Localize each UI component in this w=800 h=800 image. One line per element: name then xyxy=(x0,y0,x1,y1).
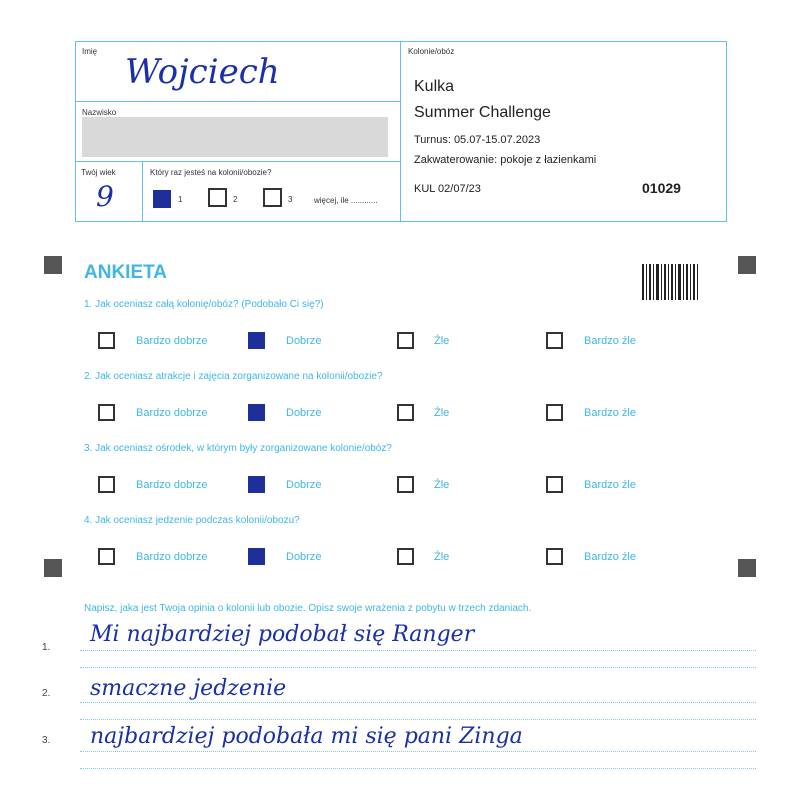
nazwisko-redacted xyxy=(82,117,388,157)
opinion-rule-3b xyxy=(80,768,756,769)
q2-option-bardzo-dobrze-checkbox[interactable] xyxy=(98,404,115,421)
header-divider-vertical xyxy=(400,41,401,221)
q1-option-dobrze-label: Dobrze xyxy=(286,335,322,347)
header-divider-1 xyxy=(75,101,401,102)
q2-option-zle-label: Źle xyxy=(434,407,450,419)
camp-name-1: Kulka xyxy=(414,78,455,95)
q4-option-bardzo-zle-label: Bardzo źle xyxy=(584,551,636,563)
imie-label: Imię xyxy=(82,47,98,56)
question-4: 4. Jak oceniasz jedzenie podczas kolonii/obozu? xyxy=(84,515,300,526)
registration-marker-top-right xyxy=(738,256,756,274)
opinion-rule-2a xyxy=(80,702,756,703)
q1-option-bardzo-zle-label: Bardzo źle xyxy=(584,335,636,347)
opinion-rule-2b xyxy=(80,719,756,720)
barcode xyxy=(642,264,698,300)
wiecej-label: więcej, ile ............ xyxy=(314,196,378,205)
ktory-raz-option-3: 3 xyxy=(288,195,293,204)
opinion-rule-1a xyxy=(80,650,756,651)
survey-title: ANKIETA xyxy=(84,262,168,283)
q3-option-zle-checkbox[interactable] xyxy=(397,476,414,493)
q4-option-bardzo-dobrze-label: Bardzo dobrze xyxy=(136,551,208,563)
ktory-raz-checkbox-2[interactable] xyxy=(208,188,227,207)
opinion-rule-1b xyxy=(80,667,756,668)
q2-option-bardzo-zle-label: Bardzo źle xyxy=(584,407,636,419)
q1-option-bardzo-dobrze-label: Bardzo dobrze xyxy=(136,335,208,347)
question-2: 2. Jak oceniasz atrakcje i zajęcia zorganizowane na kolonii/obozie? xyxy=(84,371,383,382)
question-1: 1. Jak oceniasz całą kolonię/obóz? (Podobało Ci się?) xyxy=(84,299,324,310)
q2-option-dobrze-checkbox[interactable] xyxy=(248,404,265,421)
q2-option-bardzo-zle-checkbox[interactable] xyxy=(546,404,563,421)
q3-option-bardzo-zle-checkbox[interactable] xyxy=(546,476,563,493)
turnus: Turnus: 05.07-15.07.2023 xyxy=(414,134,541,146)
q4-option-zle-label: Źle xyxy=(434,551,450,563)
opinion-line-1[interactable]: Mi najbardziej podobał się Ranger xyxy=(90,622,475,647)
ktory-raz-option-1: 1 xyxy=(178,195,183,204)
q3-option-zle-label: Źle xyxy=(434,479,450,491)
opinion-line-number-1: 1. xyxy=(42,642,51,653)
header-divider-2 xyxy=(75,161,401,162)
nazwisko-label: Nazwisko xyxy=(82,108,117,117)
ktory-raz-checkbox-1[interactable] xyxy=(153,190,171,208)
q2-option-dobrze-label: Dobrze xyxy=(286,407,322,419)
opinion-line-3[interactable]: najbardziej podobała mi się pani Zinga xyxy=(90,724,523,749)
zakwaterowanie: Zakwaterowanie: pokoje z łazienkami xyxy=(414,154,597,166)
ktory-raz-option-2: 2 xyxy=(233,195,238,204)
opinion-line-number-3: 3. xyxy=(42,735,51,746)
registration-marker-bottom-left xyxy=(44,559,62,577)
q1-option-zle-checkbox[interactable] xyxy=(397,332,414,349)
form-number: 01029 xyxy=(642,180,681,196)
wiek-value[interactable]: 9 xyxy=(96,180,114,213)
q3-option-bardzo-dobrze-checkbox[interactable] xyxy=(98,476,115,493)
q3-option-bardzo-zle-label: Bardzo źle xyxy=(584,479,636,491)
q4-option-dobrze-checkbox[interactable] xyxy=(248,548,265,565)
question-3: 3. Jak oceniasz ośrodek, w którym były zorganizowane kolonie/obóz? xyxy=(84,443,392,454)
opinion-line-2[interactable]: smaczne jedzenie xyxy=(90,676,287,701)
q1-option-dobrze-checkbox[interactable] xyxy=(248,332,265,349)
q2-option-bardzo-dobrze-label: Bardzo dobrze xyxy=(136,407,208,419)
q3-option-bardzo-dobrze-label: Bardzo dobrze xyxy=(136,479,208,491)
opinion-prompt: Napisz, jaka jest Twoja opinia o kolonii lub obozie. Opisz swoje wrażenia z pobytu w trzech zdaniach. xyxy=(84,603,532,614)
camp-name-2: Summer Challenge xyxy=(414,104,551,121)
q4-option-zle-checkbox[interactable] xyxy=(397,548,414,565)
q1-option-bardzo-dobrze-checkbox[interactable] xyxy=(98,332,115,349)
camp-code: KUL 02/07/23 xyxy=(414,183,481,195)
ktory-raz-checkbox-3[interactable] xyxy=(263,188,282,207)
q3-option-dobrze-checkbox[interactable] xyxy=(248,476,265,493)
q4-option-bardzo-dobrze-checkbox[interactable] xyxy=(98,548,115,565)
q3-option-dobrze-label: Dobrze xyxy=(286,479,322,491)
q1-option-bardzo-zle-checkbox[interactable] xyxy=(546,332,563,349)
header-divider-age xyxy=(142,161,143,221)
q1-option-zle-label: Źle xyxy=(434,335,450,347)
ktory-raz-label: Który raz jesteś na kolonii/obozie? xyxy=(150,168,272,177)
q4-option-bardzo-zle-checkbox[interactable] xyxy=(546,548,563,565)
kolonie-label: Kolonie/obóz xyxy=(408,47,455,56)
registration-marker-bottom-right xyxy=(738,559,756,577)
wiek-label: Twój wiek xyxy=(81,168,116,177)
opinion-line-number-2: 2. xyxy=(42,688,51,699)
imie-value[interactable]: Wojciech xyxy=(125,52,280,92)
opinion-rule-3a xyxy=(80,751,756,752)
q2-option-zle-checkbox[interactable] xyxy=(397,404,414,421)
registration-marker-top-left xyxy=(44,256,62,274)
q4-option-dobrze-label: Dobrze xyxy=(286,551,322,563)
